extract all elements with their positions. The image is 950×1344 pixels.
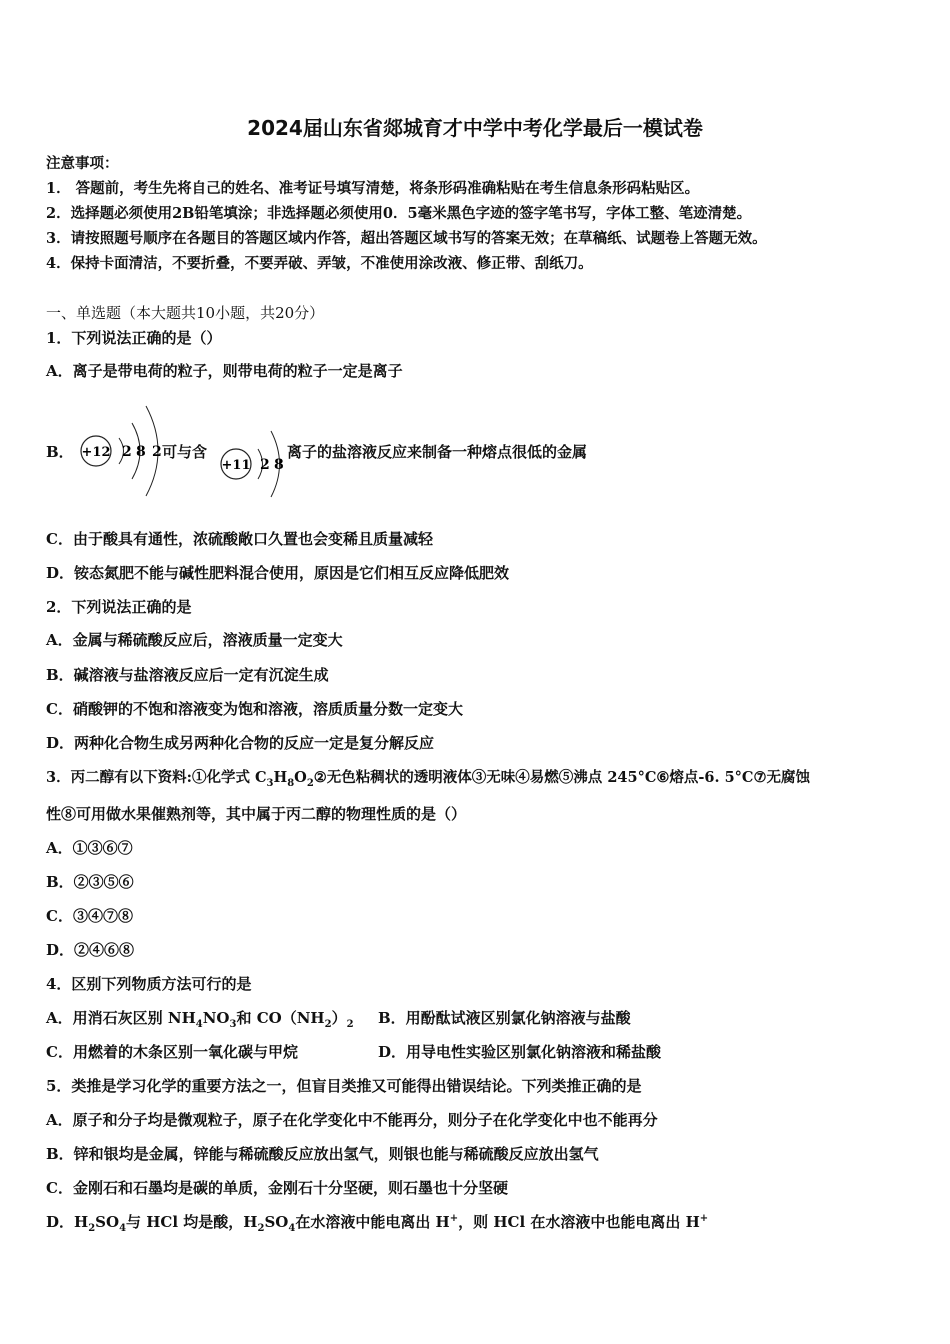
mg-nucleus-label: +12 [81,445,111,460]
q3-sub-2: 8 [287,777,295,789]
q4-a-sub-4: 2 [346,1019,354,1030]
q5-option-a: A．原子和分子均是微观粒子，原子在化学变化中不能再分，则分子在化学变化中也不能再分 [46,1111,658,1129]
mg-shell-3-count: 2 [152,444,162,460]
notice-item-3: 3．请按照题号顺序在各题目的答题区域内作答，超出答题区域书写的答案无效；在草稿纸、试题卷上答题无效。 [46,230,767,247]
q3-sub-3: 2 [306,777,314,789]
q5-option-d [46,1211,708,1234]
q2-option-b: B．碱溶液与盐溶液反应后一定有沉淀生成 [46,666,329,684]
q3-stem-line-1 [46,766,810,789]
q5-d-part-1: D．H [46,1213,89,1231]
q2-option-a: A．金属与稀硫酸反应后，溶液质量一定变大 [46,631,343,649]
q3-option-d: D．②④⑥⑧ [46,941,135,959]
q5-d-sub-2: 4 [119,1223,127,1234]
q4-option-d: D．用导电性实验区别氯化钠溶液和稀盐酸 [378,1043,662,1061]
q1-option-c: C．由于酸具有通性，浓硫酸敞口久置也会变稀且质量减轻 [46,530,433,548]
q5-d-part-3: 与 HCl 均是酸，H [126,1213,258,1231]
q4-a-part-2: NO [202,1009,230,1027]
q3-stem-part-d: ②无色粘稠状的透明液体③无味④易燃⑤沸点 245°C⑥熔点-6. 5°C⑦无腐蚀 [313,769,810,786]
q2-option-d: D．两种化合物生成另两种化合物的反应一定是复分解反应 [46,734,435,752]
na-shell-2-count: 8 [274,457,284,473]
q4-option-a [46,1007,354,1030]
q3-stem-line-2: 性⑧可用做水果催熟剂等，其中属于丙二醇的物理性质的是（） [46,805,467,823]
q4-a-part-3: 和 CO（NH [236,1009,325,1027]
na-shell-1-count: 2 [260,457,270,473]
q1-option-a: A．离子是带电荷的粒子，则带电荷的粒子一定是离子 [46,362,403,380]
q4-a-part-4: ） [331,1009,347,1027]
q5-d-sup-1: + [449,1213,459,1224]
q5-option-b: B．锌和银均是金属，锌能与稀硫酸反应放出氢气，则银也能与稀硫酸反应放出氢气 [46,1145,599,1163]
q5-d-sub-3: 2 [257,1223,265,1234]
q2-stem: 2．下列说法正确的是 [46,598,192,616]
q3-option-c: C．③④⑦⑧ [46,907,133,925]
q5-d-part-2: SO [95,1213,120,1231]
mg-shell-1-count: 2 [122,444,132,460]
mg-shell-2-count: 8 [136,444,146,460]
q1-option-b-mid: 可与含 [162,443,208,461]
q3-sub-1: 3 [266,777,274,789]
notice-heading: 注意事项： [46,155,119,172]
q4-a-sub-2: 3 [229,1019,237,1030]
section-heading: 一、单选题（本大题共10小题，共20分） [46,304,325,322]
q5-d-sub-1: 2 [88,1223,96,1234]
page-title: 2024届山东省郯城育才中学中考化学最后一模试卷 [247,116,703,140]
q2-option-c: C．硝酸钾的不饱和溶液变为饱和溶液，溶质质量分数一定变大 [46,700,463,718]
na-nucleus-label: +11 [221,458,251,473]
q4-option-b: B．用酚酞试液区别氯化钠溶液与盐酸 [378,1009,631,1027]
q3-option-a: A．①③⑥⑦ [46,839,133,857]
na-atom-diagram [216,413,296,513]
q3-option-b: B．②③⑤⑥ [46,873,134,891]
q4-a-sub-3: 2 [324,1019,332,1030]
q4-stem: 4．区别下列物质方法可行的是 [46,975,252,993]
q1-option-b-prefix: B． [46,443,74,461]
notice-item-2: 2．选择题必须使用2B铅笔填涂；非选择题必须使用0．5毫米黑色字迹的签字笔书写，字体工整、笔迹清楚。 [46,205,752,222]
q5-d-sup-2: + [699,1213,709,1224]
q3-stem-part-b: H [273,769,288,786]
q5-d-part-5: 在水溶液中能电离出 H [295,1213,450,1231]
q5-stem: 5．类推是学习化学的重要方法之一，但盲目类推又可能得出错误结论。下列类推正确的是 [46,1077,642,1095]
notice-item-1: 1． 答题前，考生先将自己的姓名、准考证号填写清楚，将条形码准确粘贴在考生信息条形码粘贴区。 [46,180,700,197]
q5-d-part-6: ，则 HCl 在水溶液中也能电离出 H [458,1213,700,1231]
q4-a-sub-1: 4 [195,1019,203,1030]
q4-a-part-1: A．用消石灰区别 NH [46,1009,196,1027]
q4-option-c: C．用燃着的木条区别一氧化碳与甲烷 [46,1043,298,1061]
notice-item-4: 4．保持卡面清洁，不要折叠，不要弄破、弄皱，不准使用涂改液、修正带、刮纸刀。 [46,255,593,272]
q1-stem: 1．下列说法正确的是（） [46,329,222,347]
q5-d-part-4: SO [264,1213,289,1231]
q3-stem-part-a: 3．丙二醇有以下资料:①化学式 C [46,769,267,786]
q3-stem-part-c: O [294,769,307,786]
q1-option-b-suffix: 离子的盐溶液反应来制备一种熔点很低的金属 [287,443,588,461]
q5-d-sub-4: 4 [288,1223,296,1234]
q5-option-c: C．金刚石和石墨均是碳的单质，金刚石十分坚硬，则石墨也十分坚硬 [46,1179,508,1197]
q1-option-d: D．铵态氮肥不能与碱性肥料混合使用，原因是它们相互反应降低肥效 [46,564,510,582]
